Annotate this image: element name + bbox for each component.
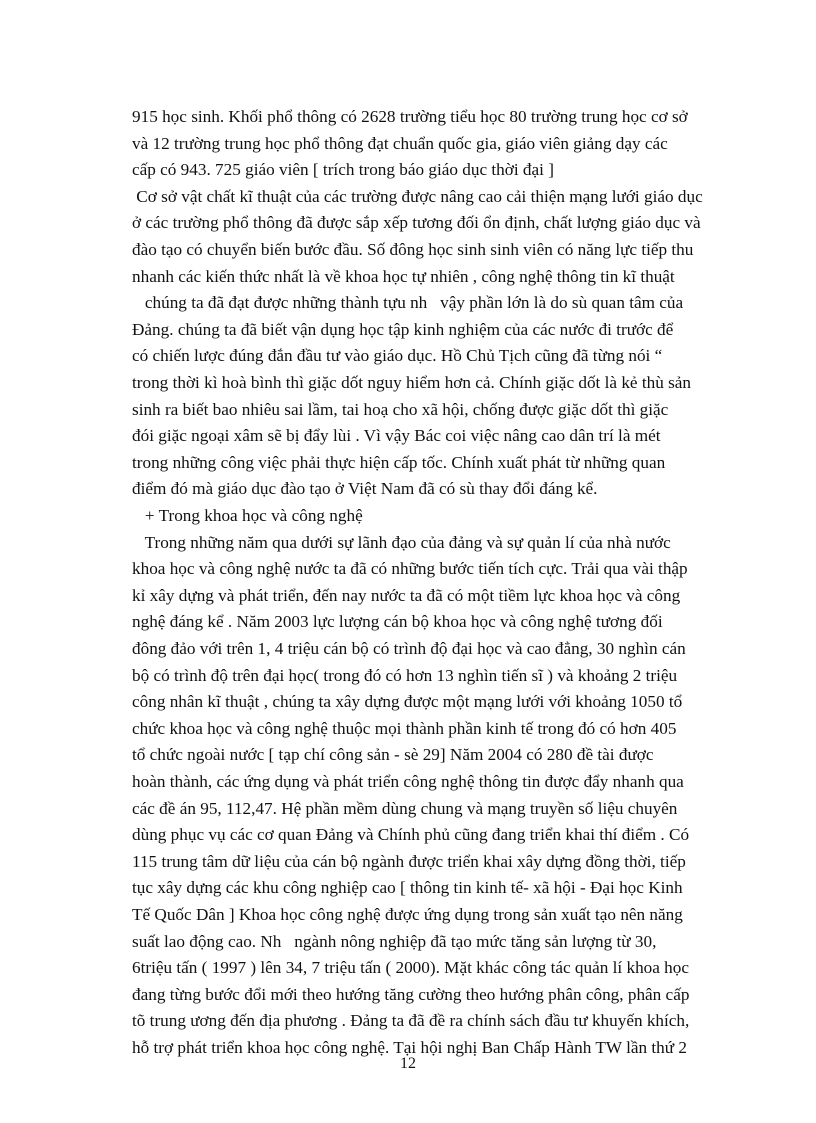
text-line: khoa học và công nghệ nước ta đã có những bước tiến tích cực. Trải qua vài thập <box>132 559 688 578</box>
text-line: Đảng. chúng ta đã biết vận dụng học tập kinh nghiệm của các nước đi trước để <box>132 320 674 339</box>
text-line: 915 học sinh. Khối phổ thông có 2628 trường tiểu học 80 trường trung học cơ sở <box>132 107 688 126</box>
text-line: kỉ xây dựng và phát triển, đến nay nước ta đã có một tiềm lực khoa học và công <box>132 586 681 605</box>
text-line: Tế Quốc Dân ] Khoa học công nghệ được ứng dụng trong sản xuất tạo nên năng <box>132 905 683 924</box>
text-line: nghệ đáng kể . Năm 2003 lực lượng cán bộ khoa học và công nghệ tương đối <box>132 612 663 631</box>
text-line: công nhân kĩ thuật , chúng ta xây dựng được một mạng lưới với khoảng 1050 tổ <box>132 692 683 711</box>
text-line: Trong những năm qua dưới sự lãnh đạo của đảng và sự quản lí của nhà nước <box>132 533 671 552</box>
page-number: 12 <box>400 1055 416 1072</box>
text-line: chức khoa học và công nghệ thuộc mọi thành phần kinh tế trong đó có hơn 405 <box>132 719 677 738</box>
text-line: trong thời kì hoà bình thì giặc dốt nguy hiểm hơn cả. Chính giặc dốt là kẻ thù sản <box>132 373 692 392</box>
text-line: và 12 trường trung học phổ thông đạt chuẩn quốc gia, giáo viên giảng dạy các <box>132 134 668 153</box>
text-line: ở các trường phổ thông đã được sắp xếp tương đối ổn định, chất lượng giáo dục và <box>132 213 701 232</box>
text-line: suất lao động cao. Nh ngành nông nghiệp đã tạo mức tăng sản lượng từ 30, <box>132 932 657 951</box>
text-line: 115 trung tâm dữ liệu của cán bộ ngành được triển khai xây dựng đồng thời, tiếp <box>132 852 686 871</box>
text-line: 6triệu tấn ( 1997 ) lên 34, 7 triệu tấn ( 2000). Mặt khác công tác quản lí khoa học <box>132 958 689 977</box>
text-line: đào tạo có chuyển biến bước đầu. Số đông học sinh sinh viên có năng lực tiếp thu <box>132 240 694 259</box>
text-line: chúng ta đã đạt được những thành tựu nh vậy phần lớn là do sù quan tâm của <box>132 293 684 312</box>
text-line: tục xây dựng các khu công nghiệp cao [ thông tin kinh tế- xã hội - Đại học Kinh <box>132 878 683 897</box>
section-heading: + Trong khoa học và công nghệ <box>132 506 363 525</box>
text-line: có chiến lược đúng đắn đầu tư vào giáo dục. Hồ Chủ Tịch cũng đã từng nói “ <box>132 346 663 365</box>
text-line: dùng phục vụ các cơ quan Đảng và Chính phủ cũng đang triển khai thí điểm . Có <box>132 825 690 844</box>
text-line: đói giặc ngoại xâm sẽ bị đẩy lùi . Vì vậy Bác coi việc nâng cao dân trí là mét <box>132 426 661 445</box>
text-line: đang từng bước đổi mới theo hướng tăng cường theo hướng phân công, phân cấp <box>132 985 690 1004</box>
text-line: Cơ sở vật chất kĩ thuật của các trường được nâng cao cải thiện mạng lưới giáo dục <box>132 187 703 206</box>
text-line: tổ chức ngoài nước [ tạp chí công sản - sè 29] Năm 2004 có 280 đề tài được <box>132 745 654 764</box>
text-line: điểm đó mà giáo dục đào tạo ở Việt Nam đã có sù thay đổi đáng kể. <box>132 479 598 498</box>
text-line: trong những công việc phải thực hiện cấp tốc. Chính xuất phát từ những quan <box>132 453 666 472</box>
text-line: đông đảo với trên 1, 4 triệu cán bộ có trình độ đại học và cao đẳng, 30 nghìn cán <box>132 639 686 658</box>
text-line: nhanh các kiến thức nhất là về khoa học tự nhiên , công nghệ thông tin kĩ thuật <box>132 267 675 286</box>
text-line: cấp có 943. 725 giáo viên [ trích trong báo giáo dục thời đại ] <box>132 160 554 179</box>
text-line: hỗ trợ phát triển khoa học công nghệ. Tại hội nghị Ban Chấp Hành TW lần thứ 2 <box>132 1038 687 1057</box>
text-line: sinh ra biết bao nhiêu sai lầm, tai hoạ cho xã hội, chống được giặc dốt thì giặc <box>132 400 669 419</box>
text-line: hoàn thành, các ứng dụng và phát triển công nghệ thông tin được đẩy nhanh qua <box>132 772 684 791</box>
text-line: các đề án 95, 112,47. Hệ phần mềm dùng chung và mạng truyền số liệu chuyên <box>132 799 678 818</box>
text-line: tõ trung ương đến địa phương . Đảng ta đã đề ra chính sách đầu tư khuyến khích, <box>132 1011 690 1030</box>
text-line: bộ có trình độ trên đại học( trong đó có hơn 13 nghìn tiến sĩ ) và khoảng 2 triệu <box>132 666 678 685</box>
